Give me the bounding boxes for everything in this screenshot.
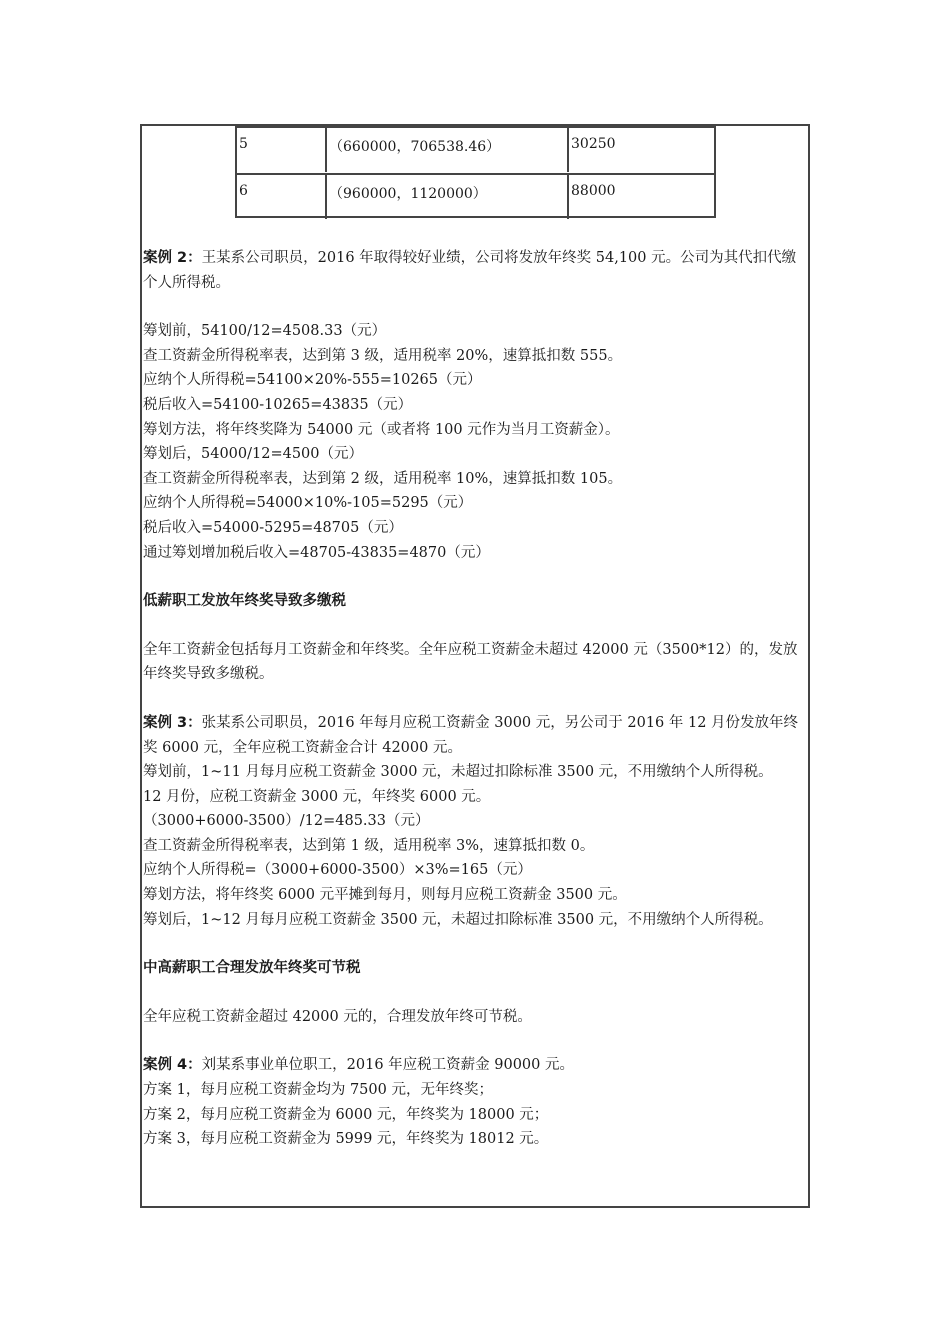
case-4-intro-text: 刘某系事业单位职工，2016 年应税工资薪金 90000 元。: [201, 1057, 574, 1074]
case-2-line: 税后收入=54000-5295=48705（元）: [143, 519, 403, 536]
table-cell-value: 88000: [571, 183, 616, 199]
table-cell-range: （660000，706538.46）: [327, 128, 569, 172]
case-2-line: 筹划方法，将年终奖降为 54000 元（或者将 100 元作为当月工资薪金）。: [143, 421, 620, 438]
case-3-label: 案例 3：: [143, 714, 202, 731]
case-4-label: 案例 4：: [143, 1057, 202, 1074]
case-4-line: 方案 2，每月应税工资薪金为 6000 元，年终奖为 18000 元；: [143, 1106, 549, 1123]
case-4-intro: [143, 1053, 805, 1078]
case-3-intro: [143, 711, 805, 760]
case-3-line: （3000+6000-3500）/12=485.33（元）: [143, 813, 430, 830]
case-4-line: 方案 3，每月应税工资薪金为 5999 元，年终奖为 18012 元。: [143, 1131, 549, 1148]
case-3-line: 12 月份，应税工资薪金 3000 元，年终奖 6000 元。: [143, 788, 491, 805]
case-3-line: 筹划方法，将年终奖 6000 元平摊到每月，则每月应税工资薪金 3500 元。: [143, 887, 627, 904]
case-2-line: 查工资薪金所得税率表，达到第 2 级，适用税率 10%，速算抵扣数 105。: [143, 470, 623, 487]
case-3-line: 筹划前，1~11 月每月应税工资薪金 3000 元，未超过扣除标准 3500 元，不用缴纳个人所得税。: [143, 764, 773, 781]
table-cell-level: 6: [237, 175, 327, 219]
case-3-line: 筹划后，1~12 月每月应税工资薪金 3500 元，未超过扣除标准 3500 元，不用缴纳个人所得税。: [143, 911, 773, 928]
tax-rate-table: [235, 126, 716, 218]
case-2-line: 应纳个人所得税=54100×20%-555=10265（元）: [143, 372, 482, 389]
case-3-line: 应纳个人所得税=（3000+6000-3500）×3%=165（元）: [143, 862, 532, 879]
case-3-intro-text: 张某系公司职员，2016 年每月应税工资薪金 3000 元，另公司于 2016 年 12 月份发放年终奖 6000 元，全年应税工资薪金合计 42000 元。: [143, 714, 799, 756]
table-row: [237, 128, 714, 172]
document-body: [143, 246, 805, 1152]
section-heading-low-salary: 低薪职工发放年终奖导致多缴税: [143, 593, 346, 610]
case-2-line: 筹划前，54100/12=4508.33（元）: [143, 323, 387, 340]
case-2-line: 应纳个人所得税=54000×10%-105=5295（元）: [143, 495, 473, 512]
case-2-line: 筹划后，54000/12=4500（元）: [143, 446, 364, 463]
case-2-line: 通过筹划增加税后收入=48705-43835=4870（元）: [143, 544, 490, 561]
case-3-line: 查工资薪金所得税率表，达到第 1 级，适用税率 3%，速算抵扣数 0。: [143, 837, 595, 854]
case-2-intro: [143, 246, 805, 295]
table-cell-value: 30250: [571, 136, 616, 152]
case-2-line: 查工资薪金所得税率表，达到第 3 级，适用税率 20%，速算抵扣数 555。: [143, 347, 623, 364]
section-heading-high-salary: 中高薪职工合理发放年终奖可节税: [143, 960, 361, 977]
table-row: [237, 173, 714, 219]
section-text-high-salary: 全年应税工资薪金超过 42000 元的，合理发放年终可节税。: [143, 1008, 532, 1025]
section-text-low-salary: 全年工资薪金包括每月工资薪金和年终奖。全年应税工资薪金未超过 42000 元（3500*12）的，发放年终奖导致多缴税。: [143, 641, 798, 683]
case-2-intro-text: 王某系公司职员，2016 年取得较好业绩，公司将发放年终奖 54,100 元。公司为其代扣代缴个人所得税。: [143, 250, 797, 291]
table-cell-range: （960000，1120000）: [327, 175, 569, 219]
table-cell-level: 5: [237, 128, 327, 172]
case-2-label: 案例 2：: [143, 250, 202, 266]
case-2-line: 税后收入=54100-10265=43835（元）: [143, 396, 413, 413]
case-4-line: 方案 1，每月应税工资薪金均为 7500 元，无年终奖；: [143, 1082, 493, 1099]
